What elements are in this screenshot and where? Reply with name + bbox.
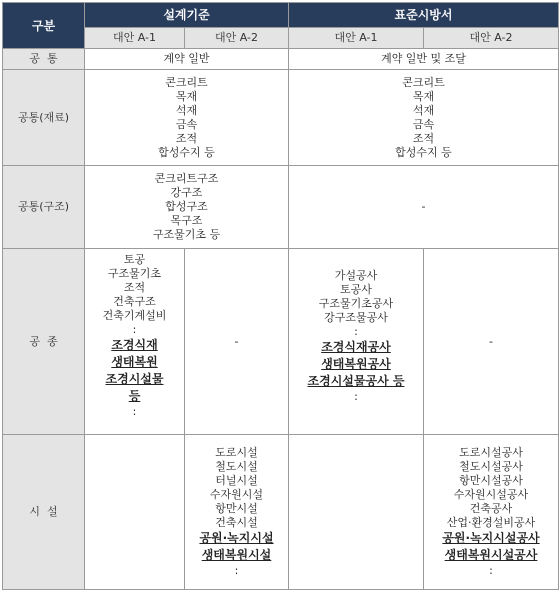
work-design-a1-highlight: 조경시설물 — [105, 372, 164, 386]
row-label-structure: 공통(구조) — [3, 166, 85, 249]
row-label-common: 공 통 — [3, 49, 85, 70]
facility-spec-a1 — [289, 435, 424, 590]
work-spec-a1-highlight: 조경식재공사 — [321, 340, 391, 354]
material-spec-item: 콘크리트 — [402, 75, 445, 89]
work-design-a1-highlight: 생태복원 — [111, 355, 158, 369]
structure-design-item: 합성구조 — [165, 200, 208, 213]
work-spec-a1-item: : — [354, 325, 358, 338]
work-design-a1-item: 구조물기초 — [107, 267, 162, 280]
material-spec-item: 금속 — [412, 117, 435, 131]
material-spec-item: 합성수지 등 — [395, 145, 452, 159]
material-design-item: 목재 — [175, 89, 198, 103]
facility-design-a2 — [185, 435, 289, 590]
facility-spec-a2-item: 수자원시설공사 — [453, 488, 529, 501]
facility-spec-a2-item: 도로시설공사 — [459, 446, 523, 459]
subheader-design-a2: 대안 A-2 — [185, 28, 289, 49]
work-spec-a1-item: 가설공사 — [334, 269, 378, 282]
work-design-a2: - — [185, 249, 289, 435]
material-spec-item: 석재 — [412, 103, 435, 117]
material-design — [85, 70, 289, 166]
work-spec-a1 — [289, 249, 424, 435]
facility-spec-a2-item: : — [489, 564, 493, 577]
work-design-a1-highlight: 등 — [128, 389, 141, 403]
facility-design-a2-item: 철도시설 — [215, 460, 258, 473]
structure-design-item: 강구조 — [170, 186, 203, 199]
work-design-a1-item: 토공 — [123, 253, 146, 266]
facility-design-a2-item: 터널시설 — [215, 474, 258, 487]
work-design-a1 — [85, 249, 185, 435]
facility-spec-a2-highlight: 공원·녹지시설공사 — [442, 531, 540, 545]
facility-design-a2-item: : — [234, 564, 239, 577]
work-spec-a1-item: 토공사 — [340, 283, 372, 296]
structure-spec: - — [289, 166, 559, 249]
comparison-table — [2, 2, 559, 590]
work-spec-a1-highlight: 조경시설물공사 등 — [307, 374, 405, 388]
work-spec-a1-item: 구조물기초공사 — [318, 297, 394, 310]
facility-design-a2-item: 건축시설 — [215, 516, 258, 529]
subheader-spec-a1: 대안 A-1 — [289, 28, 424, 49]
material-design-item: 조적 — [175, 131, 198, 145]
row-label-material: 공통(재료) — [3, 70, 85, 166]
facility-spec-a2-highlight: 생태복원시설공사 — [444, 548, 538, 562]
facility-spec-a2 — [424, 435, 559, 590]
work-spec-a1-item: : — [354, 390, 358, 403]
facility-spec-a2-item: 항만시설공사 — [459, 474, 523, 487]
facility-design-a2-item: 도로시설 — [215, 446, 258, 459]
work-design-a1-item: 조적 — [123, 281, 146, 294]
facility-design-a2-highlight: 공원·녹지시설 — [199, 531, 274, 545]
header-standard-spec: 표준시방서 — [289, 3, 559, 28]
facility-design-a2-highlight: 생태복원시설 — [201, 548, 272, 562]
structure-design — [85, 166, 289, 249]
row-label-work: 공 종 — [3, 249, 85, 435]
subheader-spec-a2: 대안 A-2 — [424, 28, 559, 49]
facility-design-a2-item: 항만시설 — [215, 502, 258, 515]
facility-design-a1 — [85, 435, 185, 590]
material-spec-item: 조적 — [412, 131, 435, 145]
facility-spec-a2-item: 산업·환경설비공사 — [446, 516, 536, 529]
work-spec-a1-item: 강구조물공사 — [324, 311, 388, 324]
work-design-a1-highlight: 조경식재 — [111, 338, 158, 352]
material-spec — [289, 70, 559, 166]
facility-spec-a2-item: 철도시설공사 — [459, 460, 523, 473]
work-spec-a2: - — [424, 249, 559, 435]
header-design-standard: 설계기준 — [85, 3, 289, 28]
material-design-item: 콘크리트 — [165, 75, 208, 89]
facility-design-a2-item: 수자원시설 — [209, 488, 264, 501]
work-design-a1-item: : — [132, 323, 137, 336]
material-spec-item: 목재 — [412, 89, 435, 103]
structure-design-item: 콘크리트구조 — [154, 172, 219, 185]
facility-spec-a2-item: 건축공사 — [469, 502, 513, 515]
structure-design-item: 목구조 — [170, 214, 203, 227]
work-spec-a1-highlight: 생태복원공사 — [321, 357, 391, 371]
work-design-a1-item: 건축기계설비 — [102, 309, 167, 322]
row-label-facility: 시 설 — [3, 435, 85, 590]
common-design: 계약 일반 — [85, 49, 289, 70]
subheader-design-a1: 대안 A-1 — [85, 28, 185, 49]
work-design-a1-item: : — [132, 405, 137, 418]
material-design-item: 합성수지 등 — [158, 145, 215, 159]
work-design-a1-item: 건축구조 — [113, 295, 156, 308]
header-category: 구분 — [3, 3, 85, 49]
structure-design-item: 구조물기초 등 — [152, 228, 221, 241]
common-spec: 계약 일반 및 조달 — [289, 49, 559, 70]
material-design-item: 석재 — [175, 103, 198, 117]
material-design-item: 금속 — [175, 117, 198, 131]
